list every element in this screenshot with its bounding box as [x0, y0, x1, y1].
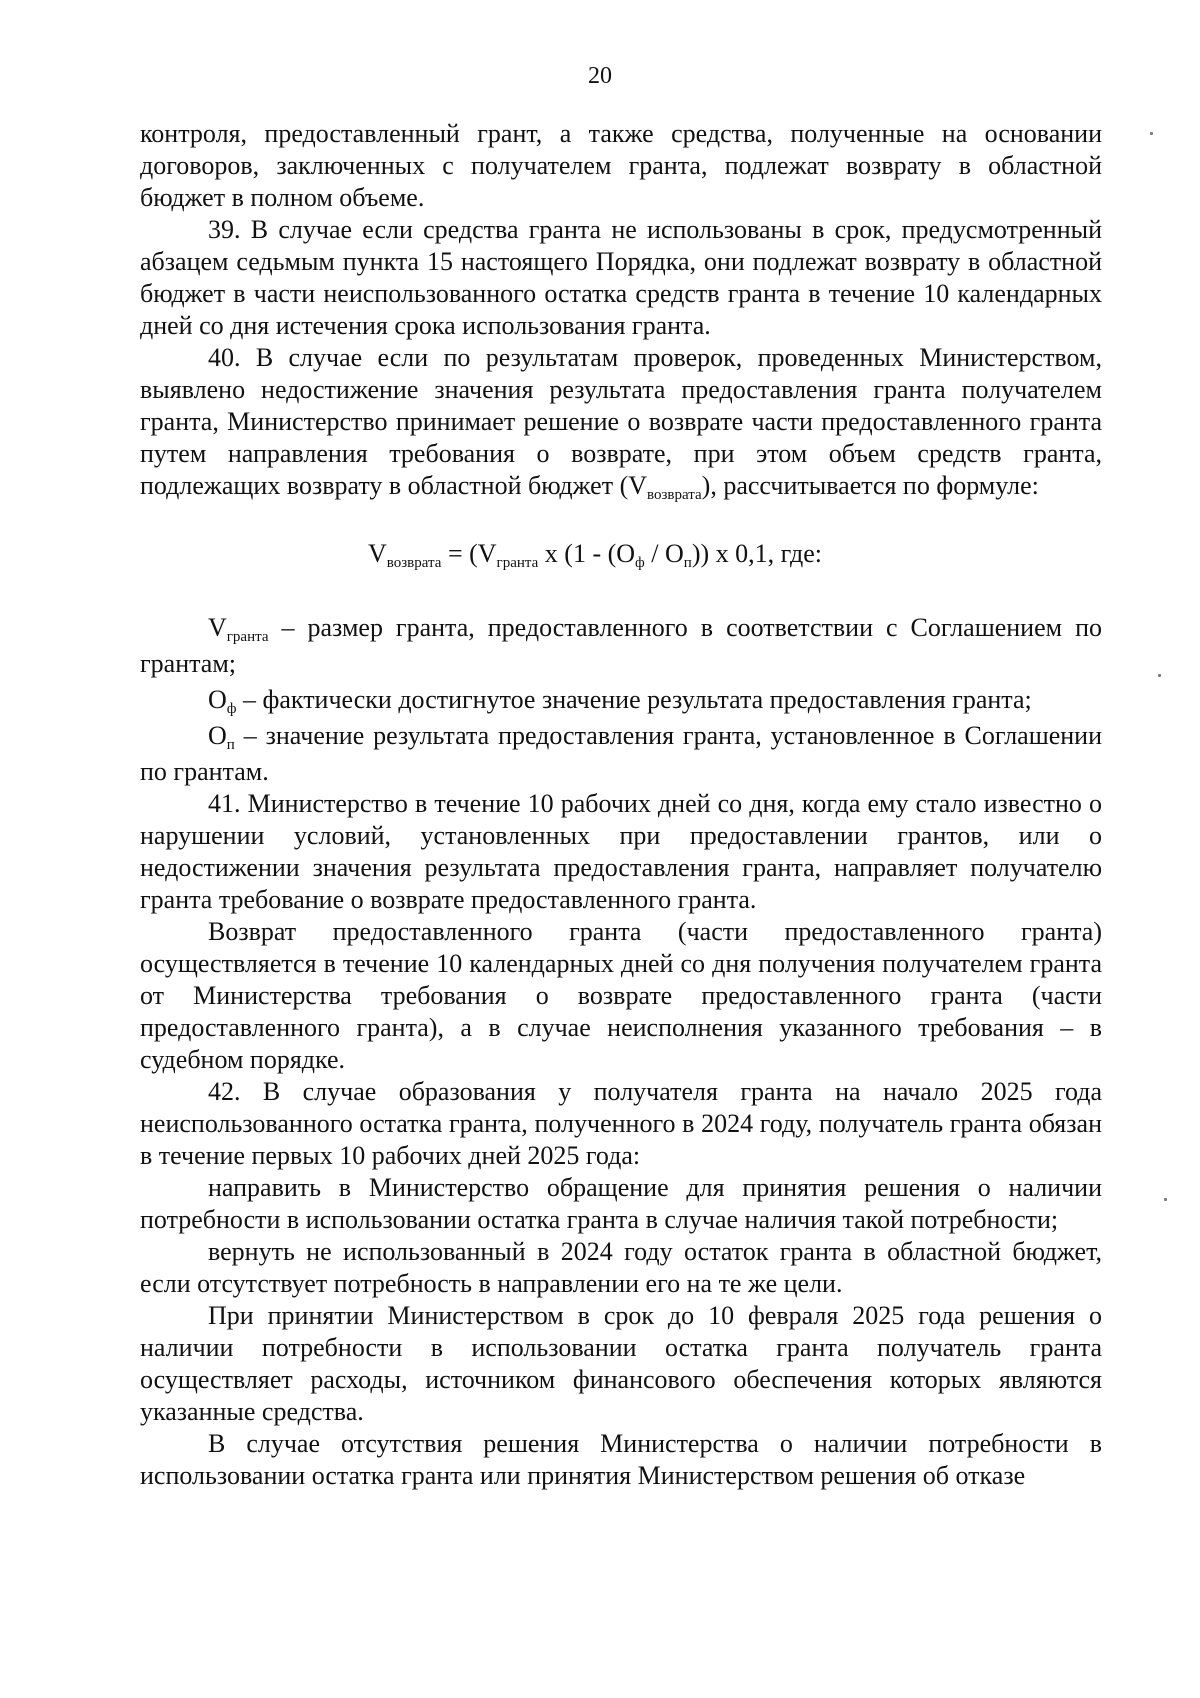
paragraph-continuation: контроля, предоставленный грант, а также средства, полученные на основании договоров, заключенных с получателем гранта, подлежат возврату в областной бюджет в полном объеме. [140, 119, 1102, 212]
paragraph-return-remainder: вернуть не использованный в 2024 году остаток гранта в областной бюджет, если отсутствует потребность в направлении его на те же цели. [140, 1237, 1102, 1298]
paragraph-item-41: 41. Министерство в течение 10 рабочих дней со дня, когда ему стало известно о нарушении условий, установленных при предоставлении грантов, или о недостижении значения результата предоставления гранта, направляет получателю гранта требование о возврате предоставленного гранта. [140, 789, 1102, 914]
definition-v-grant-sub: гранта [226, 629, 269, 645]
scan-artifact-mark [1158, 674, 1161, 677]
formula-sub-fact: ф [635, 555, 645, 571]
paragraph-item-42: 42. В случае образования у получателя гранта на начало 2025 года неиспользованного остатка гранта, полученного в 2024 году, получатель гранта обязан в течение первых 10 рабочих дней 2025 года: [140, 1077, 1102, 1170]
definition-o-plan [140, 720, 1102, 788]
paragraph-send-request: направить в Министерство обращение для принятия решения о наличии потребности в использовании остатка гранта в случае наличия такой потребности; [140, 1173, 1102, 1234]
definition-o-fact-text: – фактически достигнутое значение результата предоставления гранта; [243, 685, 1032, 714]
paragraph-item-40-text: 40. В случае если по результатам проверок, проведенных Министерством, выявлено недостижение значения результата предоставления гранта получателем гранта, Министерство принимает решение о возврате части предоставленного гранта путем направления требования о возврате, при этом объем средств гранта, подлежащих возврату в областной бюджет (V [140, 343, 1102, 500]
definition-v-grant [140, 612, 1102, 680]
document-body [140, 118, 1102, 1492]
definition-o-fact-sub: ф [226, 701, 237, 717]
definition-o-plan-sub: п [226, 737, 235, 753]
scan-artifact-mark [1150, 132, 1153, 135]
formula-end: )) x 0,1, где: [691, 539, 822, 568]
definition-o-plan-text: – значение результата предоставления гранта, установленное в Соглашении по грантам. [140, 721, 1103, 786]
formula-v: V [368, 539, 387, 568]
definition-v-grant-symbol: V [208, 613, 227, 642]
page-number: 20 [588, 63, 612, 89]
paragraph-item-40 [140, 342, 1102, 506]
definition-o-fact [140, 684, 1102, 720]
scan-artifact-mark [1164, 1198, 1167, 1201]
formula-eq-open: = (V [441, 539, 497, 568]
paragraph-item-40-tail: ), рассчитывается по формуле: [701, 471, 1039, 500]
definition-v-grant-text: – размер гранта, предоставленного в соответствии с Соглашением по грантам; [140, 613, 1102, 678]
paragraph-ministry-decision: При принятии Министерством в срок до 10 февраля 2025 года решения о наличии потребности в использовании остатка гранта получатель гранта осуществляет расходы, источником финансового обеспечения которых являются указанные средства. [140, 1301, 1102, 1426]
definition-o-fact-symbol: O [208, 685, 227, 714]
formula-sub-grant: гранта [496, 555, 539, 571]
formula-mid: x (1 - (O [538, 539, 636, 568]
paragraph-no-decision: В случае отсутствия решения Министерства о наличии потребности в использовании остатка гранта или принятия Министерством решения об отказе [140, 1429, 1102, 1490]
v-return-subscript: возврата [647, 487, 702, 503]
formula-sub-return: возврата [386, 555, 442, 571]
paragraph-return-procedure: Возврат предоставленного гранта (части предоставленного гранта) осуществляется в течение 10 календарных дней со дня получения получателем гранта от Министерства требования о возврате предоставленного гранта (части предоставленного гранта), а в случае неисполнения указанного требования – в судебном порядке. [140, 917, 1102, 1074]
formula-sub-plan: п [683, 555, 692, 571]
formula-slash: / O [644, 539, 684, 568]
definition-o-plan-symbol: O [208, 721, 227, 750]
paragraph-item-39: 39. В случае если средства гранта не использованы в срок, предусмотренный абзацем седьмым пункта 15 настоящего Порядка, они подлежат возврату в областной бюджет в части неиспользованного остатка средств гранта в течение 10 календарных дней со дня истечения срока использования гранта. [140, 215, 1102, 340]
return-formula [140, 538, 1102, 574]
